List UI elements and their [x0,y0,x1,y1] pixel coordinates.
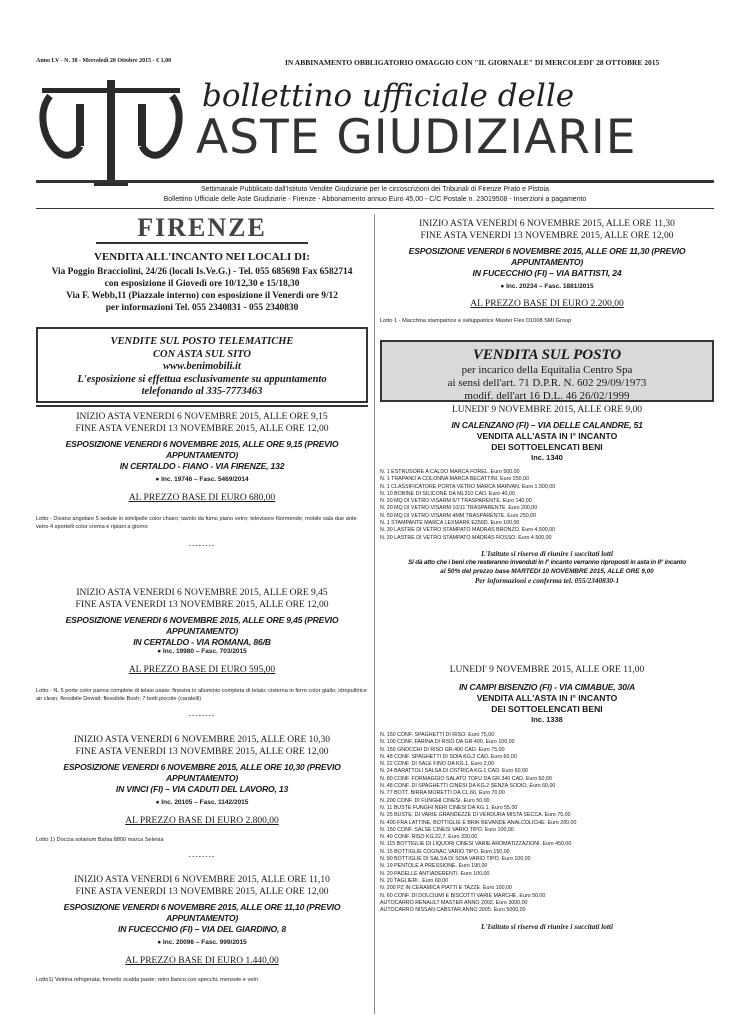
exposition-line: ESPOSIZIONE VENERDI 6 NOVEMBRE 2015, ALLE ORE 11,30 (PREVIO APPUNTAMENTO) [408,246,686,267]
list-item: N. 20 TAGLIERI . Euro 60,00 [380,877,449,884]
sale-block [380,664,714,931]
list-item: N. 19 PENTOLE A PRESSIONE. Euro 190,00 [380,863,488,870]
onsite-box-line: per incarico della Equitalia Centro Spa [461,364,633,376]
online-box-line: telefonando al 335-7773463 [141,386,263,397]
exposition-place: IN FUCECCHIO (FI) – VIA BATTISTI, 24 [472,268,622,278]
base-price: AL PREZZO BASE DI EURO 2.200,00 [470,299,624,309]
base-price: AL PREZZO BASE DI EURO 2.800,00 [125,816,279,826]
base-price: AL PREZZO BASE DI EURO 595,00 [128,665,276,675]
lot-block [36,587,368,719]
lot-description: Lotto 1 - Macchina stampatrice e sviluppatrice Master Flex D1008 SMI Group [380,318,572,324]
venue-line: Via F. Webb,11 (Piazzale interno) con esposizione il Venerdì ore 9/12 [66,291,338,301]
promo-line: IN ABBINAMENTO OBBLIGATORIO OMAGGIO CON "IL GIORNALE" DI MERCOLEDI' 28 OTTOBRE 2015 [285,58,660,67]
list-item: N. 40 CONF. RISO KG.22,7. Euro 330,00 [380,834,478,841]
base-price: AL PREZZO BASE DI EURO 1.440,00 [125,956,279,966]
lot-description: Lotto1) Vetrina refrigerata; fornetto scalda paste; retro banco con specchi, mensole e vetri [36,977,259,983]
onsite-box-title: VENDITA SUL POSTO [472,347,622,363]
list-item: N. 1 STAMPANTE MARCA LEXMARK E250D. Euro 100,00 [380,520,520,527]
sale-title: VENDITA ALL'ASTA IN I° INCANTO [476,693,618,703]
list-item: N. 50 MQ DI VETRO VISARM 4MM TRASPARENTE. Euro 250,00 [380,512,537,519]
list-item: N. 60 CONF. DI DOLCIUMI E BISCOTTI VARIE MARCHE. Euro 50,00 [380,892,546,899]
list-item: N. 20 MQ DI VETRO VISARM 6/7 TRASPARENTE. Euro 140,00 [380,498,532,505]
list-item: N. 1 TRAPANO A COLONNA MARCA BECATTINI. Euro 250,00 [380,476,529,483]
second-auction-date: al 50% del prezzo base MARTEDI 10 NOVEMBRE 2015, ALLE ORE 9,00 [440,567,654,575]
auction-start: INIZIO ASTA VENERDI 6 NOVEMBRE 2015, ALLE ORE 11,30 [419,219,675,229]
list-item: N. 30 LASTRE DI VETRO STAMPATO MADRAS ROSSO. Euro 4.500,00 [380,534,552,541]
online-box-line: CON ASTA SUL SITO [153,348,251,360]
auction-end: FINE ASTA VENERDI 13 NOVEMBRE 2015, ALLE ORE 12,00 [75,424,329,434]
separator: -------- [188,852,216,860]
exposition-line: ESPOSIZIONE VENERDI 6 NOVEMBRE 2015, ALLE ORE 10,30 (PREVIO APPUNTAMENTO) [63,762,341,783]
exposition-place: IN FUCECCHIO (FI) – VIA DEL GIARDINO, 8 [118,924,286,934]
exposition-line: ESPOSIZIONE VENERDI 6 NOVEMBRE 2015, ALLE ORE 9,45 (PREVIO APPUNTAMENTO) [65,615,339,636]
auction-start: INIZIO ASTA VENERDI 6 NOVEMBRE 2015, ALLE ORE 11,10 [74,875,330,885]
online-box-line: VENDITE SUL POSTO TELEMATICHE [110,336,294,347]
list-item: N. 25 BUSTE. DI VARIE GRANDEZZE DI VERDURA MISTA SECCA. Euro 75,00 [380,812,571,819]
second-auction-note: Si dà atto che i beni che resteranno invenduti in I° incanto verranno riproposti in asta in II° incanto [408,558,686,566]
onsite-box-line: ai sensi dell'art. 71 D.P.R. N. 602 29/09/1973 [447,377,647,389]
exposition-line: ESPOSIZIONE VENERDI 6 NOVEMBRE 2015, ALLE ORE 11,10 (PREVIO APPUNTAMENTO) [63,902,341,923]
list-item: N. 1 ESTRUSORE A CALDO MARCA FOREL. Euro 500,00 [380,469,520,475]
list-item: N. 77 BOTT. BIRRA MORETTI DA CL.66. Euro 70,00 [380,790,505,797]
exposition-place: IN CERTALDO - VIA ROMANA, 86/B [133,637,271,647]
auction-start: INIZIO ASTA VENERDI 6 NOVEMBRE 2015, ALLE ORE 9,45 [76,588,328,598]
sale-title: VENDITA ALL'ASTA IN I° INCANTO [476,431,618,441]
base-price: AL PREZZO BASE DI EURO 680,00 [128,493,276,503]
item-list [380,469,714,542]
sale-place: IN CALENZANO (FI) – VIA DELLE CALANDRE, 51 [451,420,643,430]
auction-end: FINE ASTA VENERDI 13 NOVEMBRE 2015, ALLE ORE 12,00 [75,887,329,897]
reserve-note: L'Istituto si riserva di riunire i succitati lotti [481,922,613,932]
city-title: FIRENZE [137,213,267,242]
list-item: N. 48 CONF. DI SPAGHETTI CINESI DA KG.2 SENZA SODIO. Euro 60,00 [380,783,556,790]
online-box-line: L'esposizione si effettua esclusivamente su appuntamento [77,373,327,385]
auction-end: FINE ASTA VENERDI 13 NOVEMBRE 2015, ALLE ORE 12,00 [420,231,674,241]
list-item: N. 10 BOBINE DI SILICONE DA ML310 CAD. Euro 40,00 [380,490,515,497]
info-phone: Per informazioni e conferma tel. 055/2340830-1 [474,575,620,585]
auction-start: INIZIO ASTA VENERDI 6 NOVEMBRE 2015, ALLE ORE 9,15 [76,412,328,422]
sale-date: LUNEDI' 9 NOVEMBRE 2015, ALLE ORE 11,00 [449,665,645,675]
separator: -------- [188,711,216,719]
list-item: AUTOCARRO RENAULT MASTER ANNO 2002. Euro 3000,00 [380,899,528,906]
logo-script: bollettino ufficiale delle [202,78,575,114]
sale-title: DEI SOTTOELENCATI BENI [491,442,603,452]
lot-description: Lotto 1) Doccia solarium Bahia 8800 marca Selenia [36,837,164,843]
exposition-place: IN CERTALDO - FIANO - VIA FIRENZE, 132 [119,461,285,471]
lot-block [36,874,368,984]
subtitle-1: Settimanale Pubblicato dall'Istituto Vendite Giudiziarie per le circoscrizioni dei Tribunali di Firenze Prato e Pistoia [200,186,549,193]
list-item: N. 400 FRA LATTINE, BOTTIGLIE E BRIK BEVANDE ANALCOLICHE. Euro 200,00 [380,819,577,826]
exposition-line: ESPOSIZIONE VENERDI 6 NOVEMBRE 2015, ALLE ORE 9,15 (PREVIO APPUNTAMENTO) [65,439,339,460]
list-item: N. 48 CONF. SPAGHETTI DI SOIA KG.2 CAD. Euro 60,00 [380,753,517,760]
sale-date: LUNEDI' 9 NOVEMBRE 2015, ALLE ORE 9,00 [451,405,643,415]
inc-ref: Inc. 1338 [531,715,563,724]
venue-title: VENDITA ALL'INCANTO NEI LOCALI DI: [94,251,310,263]
list-item: N. 11 BUSTE FUNGHI NERI CINESI DA KG.1. Euro 55,00 [380,804,518,811]
list-item: N. 115 BOTTIGLIE DI LIQUORI CINESI VARIE AROMATIZZAZIONI. Euro 450,00 [380,841,572,848]
list-item: N. 20 PADELLE ANTIADERENTI. Euro 100,00 [380,870,490,877]
auction-end: FINE ASTA VENERDI 13 NOVEMBRE 2015, ALLE ORE 12,00 [75,747,329,757]
onsite-sale-box [380,340,714,402]
venue-line: Via Poggio Bracciolini, 24/26 (locali Is.Ve.G.) - Tel. 055 685698 Fax 6582714 [51,267,353,277]
reserve-note: L'Istituto si riserva di riunire i succitati lotti [481,548,613,558]
list-item: N. 150 CONF. SPAGHETTI DI RISO. Euro 75,00 [380,732,495,738]
separator: -------- [188,541,216,549]
venue-line: con esposizione il Giovedì ore 10/12,30 e 15/18,30 [104,279,300,289]
list-item: N. 1 CLASSIFICATORE PORTA VETRO MARCA MARVAN. Euro 1.500,00 [380,483,556,490]
right-top-lot [380,218,714,325]
auction-start: INIZIO ASTA VENERDI 6 NOVEMBRE 2015, ALLE ORE 10,30 [73,735,331,745]
list-item: N. 15 BOTTIGLIE COGNAC VARIO TIPO. Euro 150,00 [380,848,510,855]
exposition-place: IN VINCI (FI) – VIA CADUTI DEL LAVORO, 13 [115,784,289,794]
list-item: N. 150 GNOCCHI DI RISO GR.400 CAD. Euro 75,00 [380,746,505,753]
inc-ref: ● Inc. 19980 – Fasc. 703/2015 [157,648,247,655]
list-item: N. 30 LASTRE DI VETRO STAMPATO MADRAS BRONZO. Euro 4.500,00 [380,527,556,534]
sale-place: IN CAMPI BISENZIO (FI) - VIA CIMABUE, 30/A [458,682,636,692]
list-item: N. 150 CONF. SALSE CINESI VARIO TIPO. Euro 100,00 [380,826,514,833]
onsite-box-line: modif. dell'art 16 D.L. 46 26/02/1999 [464,390,630,402]
inc-ref: ● Inc. 20105 – Fasc. 1142/2015 [155,799,249,806]
list-item: N. 80 CONF. FORMAGGIO SALATO TOFU DA GR.340 CAD. Euro 60,00 [380,775,552,782]
list-item: N. 22 CONF. DI SALE FINO DA KG.1. Euro 2,00 [380,761,494,768]
venue-line: per informazioni Tel. 055 2340831 - 055 2340830 [105,303,299,313]
scales-of-justice-icon [36,76,186,191]
lot-description: Lotto - N. 5 porte color panna complete di telaio usate; finestra in alluminio completa di telaio; cisterna in ferro color giallo; idropulitrice air clean; flessibile Dewalt; flessibile Bosh; 7 botti piccole (caratelli) [36,688,367,702]
online-box-line: www.benimobili.it [163,361,241,372]
item-list [380,732,714,914]
sale-block [380,404,714,585]
inc-ref: Inc. 1340 [531,453,563,462]
subtitle-2: Bollettino Ufficiale delle Aste Giudiziarie - Firenze - Abbonamento annuo Euro 45,00 - C/C Postale n. 23019508 - Inserzioni a pagamento [163,196,587,203]
logo-main: ASTE GIUDIZIARIE [196,110,637,165]
lot-block [36,411,368,549]
auction-end: FINE ASTA VENERDI 13 NOVEMBRE 2015, ALLE ORE 12,00 [75,600,329,610]
issue-info: Anno LV - N. 38 - Mercoledì 28 Ottobre 2015 - € 1,00 [36,58,172,64]
sale-title: DEI SOTTOELENCATI BENI [491,704,603,714]
list-item: N. 200 CONF. DI FUNGHI CINESI. Euro 50,00 [380,797,490,804]
inc-ref: ● Inc. 20234 – Fasc. 1881/2015 [500,283,594,290]
left-column [36,214,368,314]
inc-ref: ● Inc. 20096 – Fasc. 999/2015 [157,939,247,946]
lot-description: Lotto - Divano angolare 5 sedute in similpelle color chiaro; tavolo da fumo piano vetro; televisore Normende; mobile sala due ante vetro 4 sportelli color crema e ripiani a giorno [36,516,357,530]
list-item: N. 90 BOTTIGLIE DI SALSA DI SOIA VARIO TIPO. Euro 100,00 [380,856,531,863]
list-item: N. 100 CONF. FARINA DI RISO DA GR.400. Euro 100,00 [380,739,515,746]
list-item: N. 200 PZ IN CERAMICA PIATTI E TAZZE. Euro 100,00 [380,885,512,892]
list-item: N. 20 MQ DI VETRO VISARM 10/11 TRASPARENTE. Euro 200,00 [380,505,538,512]
lot-block [36,734,368,860]
online-sales-box [36,327,368,403]
list-item: AUTOCARRO NISSAN CABSTAR ANNO 2005. Euro 5000,00 [380,907,526,914]
list-item: N. 24 BARATTOLI SALSA DI OSTRICA KG.1 CAD. Euro 60,00 [380,768,528,775]
inc-ref: ● Inc. 19746 – Fasc. 5469/2014 [155,476,249,483]
